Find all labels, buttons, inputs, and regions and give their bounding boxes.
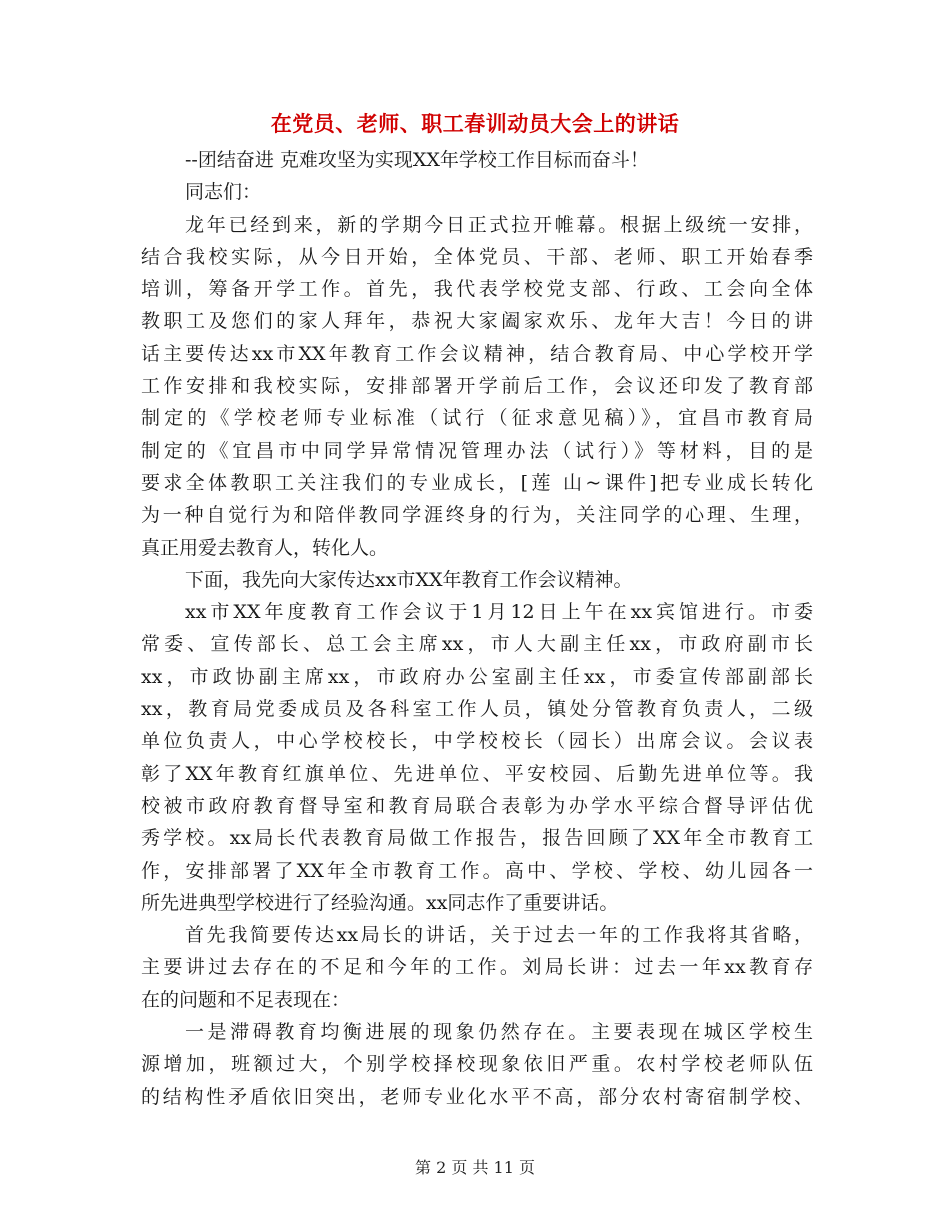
text-line: 主要讲过去存在的不足和今年的工作。刘局长讲：过去一年xx教育存 xyxy=(141,956,813,979)
text-line: 秀学校。xx局长代表教育局做工作报告，报告回顾了XX年全市教育工 xyxy=(141,827,813,850)
text-line: 校被市政府教育督导室和教育局联合表彰为办学水平综合督导评估优 xyxy=(141,794,813,817)
text-line: 下面，我先向大家传达xx市XX年教育工作会议精神。 xyxy=(185,568,633,591)
text-line: 工作安排和我校实际，安排部署开学前后工作，会议还印发了教育部 xyxy=(141,375,813,398)
document-title: 在党员、老师、职工春训动员大会上的讲话 xyxy=(270,112,680,136)
page-footer: 第 2 页 共 11 页 xyxy=(415,1158,535,1177)
text-line: 制定的《宜昌市中同学异常情况管理办法（试行）》等材料，目的是 xyxy=(141,439,813,462)
text-line: 首先我简要传达xx局长的讲话，关于过去一年的工作我将其省略， xyxy=(185,924,813,947)
text-line: --团结奋进 克难攻坚为实现XX年学校工作目标而奋斗！ xyxy=(185,149,649,171)
text-line: 结合我校实际，从今日开始，全体党员、干部、老师、职工开始春季 xyxy=(141,245,813,268)
text-line: 龙年已经到来，新的学期今日正式拉开帷幕。根据上级统一安排， xyxy=(185,213,813,236)
text-line: 一是滞碍教育均衡进展的现象仍然存在。主要表现在城区学校生 xyxy=(185,1021,813,1044)
text-line: xx市XX年度教育工作会议于1月12日上午在xx宾馆进行。市委 xyxy=(185,601,813,624)
text-line: 源增加，班额过大，个别学校择校现象依旧严重。农村学校老师队伍 xyxy=(141,1053,813,1076)
text-line: 单位负责人，中心学校校长，中学校校长（园长）出席会议。会议表 xyxy=(141,730,813,753)
text-line: 要求全体教职工关注我们的专业成长，[莲 山~课件]把专业成长转化 xyxy=(141,471,813,494)
document-body xyxy=(141,144,813,1113)
text-line: 教职工及您们的家人拜年，恭祝大家阖家欢乐、龙年大吉！今日的讲 xyxy=(141,310,813,333)
text-line: xx，市政协副主席xx，市政府办公室副主任xx，市委宣传部副部长 xyxy=(141,665,813,688)
text-line: 话主要传达xx市XX年教育工作会议精神，结合教育局、中心学校开学 xyxy=(141,342,813,365)
text-line: 真正用爱去教育人，转化人。 xyxy=(141,536,389,559)
text-line: 在的问题和不足表现在： xyxy=(141,988,351,1011)
text-line: 彰了XX年教育红旗单位、先进单位、平安校园、后勤先进单位等。我 xyxy=(141,762,813,785)
text-line: 为一种自觉行为和陪伴教同学涯终身的行为，关注同学的心理、生理， xyxy=(141,504,813,527)
text-line: 培训，筹备开学工作。首先，我代表学校党支部、行政、工会向全体 xyxy=(141,278,813,301)
text-line: 的结构性矛盾依旧突出，老师专业化水平不高，部分农村寄宿制学校、 xyxy=(141,1085,813,1108)
text-line: 常委、宣传部长、总工会主席xx，市人大副主任xx，市政府副市长 xyxy=(141,633,813,656)
text-line: 同志们： xyxy=(185,181,262,204)
text-line: 所先进典型学校进行了经验沟通。xx同志作了重要讲话。 xyxy=(141,891,619,914)
text-line: 作，安排部署了XX年全市教育工作。高中、学校、学校、幼儿园各一 xyxy=(141,859,813,882)
text-line: xx，教育局党委成员及各科室工作人员，镇处分管教育负责人，二级 xyxy=(141,698,813,721)
text-line: 制定的《学校老师专业标准（试行（征求意见稿）》，宜昌市教育局 xyxy=(141,407,813,430)
